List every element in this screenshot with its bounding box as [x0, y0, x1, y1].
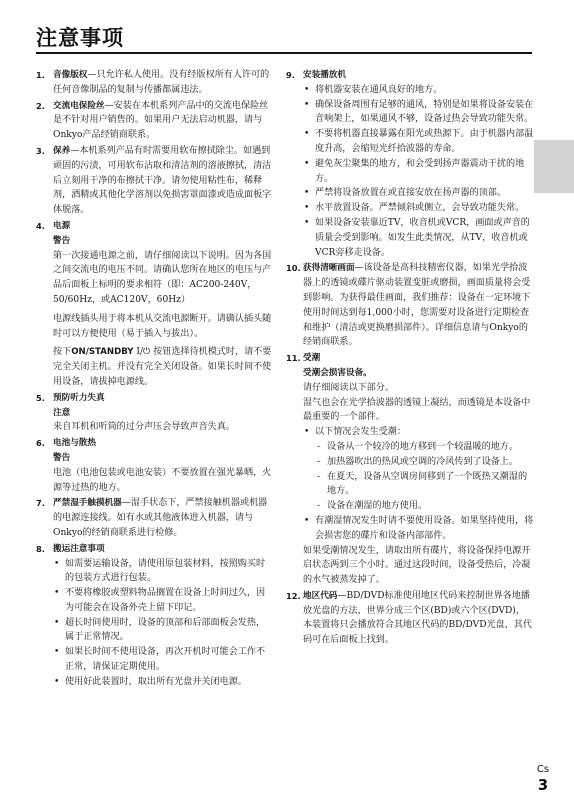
item-number: 9. [286, 70, 295, 80]
item-number: 6. [36, 438, 45, 449]
item-heading: 受潮 [303, 353, 321, 364]
item-text: 如果受潮情况发生，请取出所有碟片，将设备保持电源开启状态两到三个小时。通过这段时间，设备受热后，冷凝的水气被蒸发掉了。 [303, 545, 531, 586]
item-number: 10. [286, 263, 301, 274]
item-heading: 电池与散热 [53, 438, 96, 449]
item-text: 第一次接通电源之前，请仔细阅读以下说明。因为各国之间交流电的电压不同。请确认您所在地区的电压与产品后面板上标明的要求相符（即：AC200-240V，50/60Hz，或AC120V，60Hz） [53, 250, 272, 305]
item-text: 电池（电池包装或电池安装）不要放置在强光暴晒，火源等过热的地方。 [53, 467, 272, 493]
section-tab [534, 140, 574, 193]
list-item: • 确保设备周围有足够的通风，特别是如果将设备安装在音响架上，如果通风不够，设备过热会导致功能失常。 [303, 98, 534, 128]
item-heading: 保养 [53, 145, 71, 156]
list-item: • 将机器安装在通风良好的地方。 [303, 83, 534, 98]
item-heading: 预防听力失真 [53, 392, 105, 403]
bullet-list [303, 425, 534, 543]
dash-item: - 在夏天，设备从空调房间移到了一个既热又潮湿的地方。 [315, 470, 534, 500]
list-item: • 如果设备安装靠近TV，收音机或VCR，画面或声音的质量会受到影响。如发生此类情况，从TV，收音机或VCR旁移走设备。 [303, 216, 534, 260]
item-text: —该设备是高科技精密仪器，如果光学拾波器上的透镜或碟片驱动装置变脏或磨损，画面质量将会受到影响。为获得最佳画面，我们推荐：设备在一定环境下使用时间达到每1,000小时，您需要对设备进行定期检查和维护（清洁或更换磨损部件）。详细信息请与Onkyo的经销商联系。 [303, 263, 531, 348]
dash-list [315, 440, 534, 514]
notice-item-installation [286, 68, 534, 260]
item-heading: 电源 [53, 220, 71, 231]
bullet-list [303, 83, 534, 261]
list-item: • 使用好此装置时，取出所有光盘并关闭电源。 [53, 675, 274, 690]
item-text: —安装在本机系列产品中的交流电保险丝是不针对用户销售的。如果用户无法启动机器，请与Onkyo产品经销商联系。 [53, 100, 269, 141]
item-text: 电源线插头用于将本机从交流电源断开。请确认插头随时可以方便使用（易于插入与拔出）。 [53, 313, 272, 339]
item-number: 5. [36, 392, 45, 403]
item-text: 来自耳机和听筒的过分声压会导致声音失真。 [53, 422, 235, 433]
item-heading: 严禁湿手触摸机器 [53, 498, 122, 509]
list-item: • 水平放置设备。严禁倾斜或侧立，会导致功能失常。 [303, 201, 534, 216]
notice-item-copyright [36, 68, 274, 98]
page-number: 3 [537, 776, 549, 794]
item-heading: 交流电保险丝 [53, 100, 105, 111]
list-item: • 以下情况会发生受潮： - 设备从一个较冷的地方移到一个较温暖的地方。 - 加热器吹出的热风或空调的冷风传到了设备上。 - 在夏天，设备从空调房间移到了一个既热又潮湿的地方。 - 设备在潮湿的地方使用。 [303, 425, 534, 514]
item-heading: 获得清晰画面 [303, 263, 355, 274]
warning-label: 警告 [53, 235, 71, 246]
list-item: • 超长时间使用时，设备的顶部和后部面板会发热，属于正常情况。 [53, 616, 274, 646]
item-number: 3. [36, 145, 45, 156]
list-item: • 不要将机器直接暴露在阳光或热源下。由于机器内部温度升高，会缩短光纤拾波器的寿命。 [303, 127, 534, 157]
item-number: 12. [286, 590, 301, 601]
dash-item: - 加热器吹出的热风或空调的冷风传到了设备上。 [315, 455, 534, 470]
on-standby-key-label: ON/STANDBY [71, 347, 134, 358]
item-text: —本机系列产品有时需要用软布擦拭除尘。如遇到顽固的污渍，可用软布沾取和清洁剂的溶液擦拭，清洁后立刻用干净的布擦拭干净。请勿使用粘性布，稀释剂，酒精或其他化学溶剂以免损害罩面漆或造成面板字体脱落。 [53, 145, 272, 216]
item-heading: 音像版权 [53, 70, 88, 80]
list-item: • 如需要运输设备，请使用原包装材料，按照购买时的包装方式进行包装。 [53, 557, 274, 587]
list-item: • 有潮湿情况发生时请不要使用设备。如果坚持使用，将会损害您的碟片和设备内部部件。 [303, 514, 534, 544]
item-number: 8. [36, 543, 45, 554]
item-heading: 安装播放机 [303, 70, 346, 80]
dash-item: - 设备在潮湿的地方使用。 [315, 499, 534, 514]
notice-item-power [36, 219, 274, 390]
item-number: 1. [36, 70, 45, 80]
item-text: —BD/DVD标准使用地区代码来控制世界各地播放光盘的方法，世界分成三个区(BD)或六个区(DVD)，本装置将只会播放符合其地区代码的BD/DVD光盘，其代码可在后面板上找到。 [303, 590, 532, 646]
item-text: 湿气也会在光学拾波器的透镜上凝结，而透镜是本设备中最重要的一个部件。 [303, 397, 531, 423]
notice-item-wet-hands [36, 496, 274, 540]
item-text: 请仔细阅读以下部分。 [303, 382, 394, 393]
item-number: 7. [36, 498, 45, 509]
warning-label: 警告 [53, 452, 71, 463]
notice-item-hearing [36, 391, 274, 435]
notice-item-battery [36, 436, 274, 495]
list-item: • 避免灰尘聚集的地方，和会受到扬声器震动干扰的地方。 [303, 157, 534, 187]
notice-item-care [36, 144, 274, 218]
item-text: —湿手状态下，严禁接触机器或机器的电源连接线。如有水或其他液体进入机器，请与Onkyo的经销商联系进行检修。 [53, 498, 268, 538]
item-number: 11. [286, 353, 301, 364]
language-code: Cs [536, 764, 550, 775]
moisture-warning: 受潮会损害设备。 [303, 367, 372, 378]
item-number: 2. [36, 100, 45, 111]
list-item: • 如果长时间不使用设备，再次开机时可能会工作不正常，请保证定期使用。 [53, 645, 274, 675]
left-column [36, 68, 274, 691]
notice-item-region-code [286, 589, 534, 648]
caution-label: 注意 [53, 407, 71, 418]
title-rule [36, 52, 532, 54]
notice-item-fuse [36, 99, 274, 143]
notice-item-transport [36, 542, 274, 690]
item-text: —只允许私人使用。没有经版权所有人许可的任何音像制品的复制与传播都属违法。 [53, 70, 270, 95]
right-column [286, 68, 534, 649]
notice-item-moisture [286, 351, 534, 588]
item-heading: 地区代码 [303, 590, 338, 601]
item-number: 4. [36, 220, 45, 231]
item-text: 按下ON/STANDBY I/⏻ 按钮选择待机模式时，请不要完全关闭主机。并没有完全关闭设备。如果长时间不使用设备，请拔掉电源线。 [53, 347, 272, 387]
page-title: 注意事项 [36, 26, 124, 50]
list-item: • 不要将橡胶或塑料物品搁置在设备上时间过久，因为可能会在设备外壳上留下印记。 [53, 586, 274, 616]
dash-item: - 设备从一个较冷的地方移到一个较温暖的地方。 [315, 440, 534, 455]
list-item: • 严禁将设备放置在或直接安放在扬声器的顶部。 [303, 186, 534, 201]
item-heading: 搬运注意事项 [53, 543, 105, 554]
bullet-list [53, 557, 274, 690]
notice-item-clear-picture [286, 261, 534, 350]
